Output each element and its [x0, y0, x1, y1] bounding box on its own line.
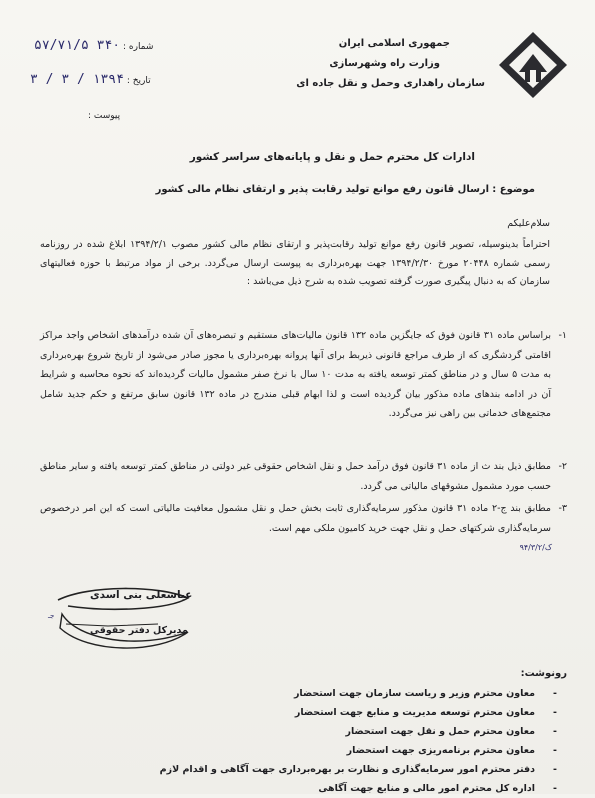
copies-heading: رونوشت:: [520, 668, 567, 679]
letter-number-value: ۳۴۰ ۵۷/۷۱/۵: [34, 38, 121, 53]
letter-date-row: [30, 72, 151, 87]
subject-line: [156, 184, 535, 195]
ministry-line-3: سازمان راهداری وحمل و نقل جاده ای: [296, 78, 485, 89]
signatory-title: مدیرکل دفتر حقوقی: [90, 625, 188, 636]
letter-number-label: شماره :: [122, 42, 154, 52]
letter-date-value: ۱۳۹۴ / ۳ / ۳: [30, 72, 124, 87]
greeting: سلام‌علیکم: [507, 218, 550, 229]
copy-recipient: - معاون محترم حمل و نقل جهت استحضار: [345, 726, 557, 737]
signature-note: جـ: [48, 612, 55, 620]
ministry-line-1: جمهوری اسلامی ایران: [338, 38, 450, 49]
ministry-line-2: وزارت راه وشهرسازی: [329, 58, 440, 69]
copy-recipient: - معاون محترم توسعه مدیریت و منابع جهت استحضار: [294, 707, 557, 718]
letter-date-label: تاریخ :: [126, 76, 151, 86]
copy-recipient: - دفتر محترم امور سرمایه‌گذاری و نظارت بر بهره‌برداری جهت آگاهی و اقدام لازم: [159, 764, 557, 775]
copies-list: [115, 684, 557, 798]
item-text: مطابق بند ج-۲ ماده ۳۱ قانون مذکور سرمایه‌گذاری ثابت بخش حمل و نقل مشمول معافیت مالیاتی است که این امر درخصوص سرمایه‌گذاری شرکتهای حمل و نقل جهت خرید کامیون ملکی مهم است.: [40, 503, 551, 534]
item-number: ۲-: [558, 461, 567, 472]
item-text: براساس ماده ۳۱ قانون فوق که جایگزین ماده ۱۳۲ قانون مالیات‌های مستقیم و تبصره‌های آن شده درآمدهای اشخاص واجد مراکز اقامتی گردشگری که از طرف مراجع قانونی ذیربط برای آنها پروانه بهره‌برداری یا مجوز صادر می‌شود از تاریخ شروع بهره‌برداری به مدت ۵ سال و در مناطق کمتر توسعه یافته به مدت ۱۰ سال با نرخ صفر مشمول مالیات گردیده‌اند که نحوه محاسبه و شرایط آن در ادامه بندهای ماده مذکور بیان گردیده است و لذا ابهام قبلی مندرج در ماده ۱۳۲ قانون سابق مرتفع و حکم جدید شامل مجتمع‌های خدماتی بین راهی نیز می‌گردد.: [40, 330, 552, 419]
copy-recipient: - اداره کل محترم امور مالی و منابع جهت آگاهی: [318, 783, 557, 794]
addressee: ادارات کل محترم حمل و نقل و پایانه‌های سراسر کشور: [189, 151, 475, 163]
intro-paragraph: احتراماً بدینوسیله، تصویر قانون رفع موانع تولید رقابت‌پذیر و ارتقای نظام مالی کشور مصوب ۱۳۹۴/۲/۱ ابلاغ شده در روزنامه رسمی شماره ۲۰۴۴۸ مورخ ۱۳۹۴/۲/۳۰ جهت بهره‌برداری به پیوست ارسال می‌گردد. برخی از مواد مرتبط با حوزه فعالیتهای سازمان که به دنبال پیگیری صورت گرفته تصویب شده به شرح ذیل می‌باشد :: [40, 239, 551, 287]
letter-number-row: [34, 38, 153, 53]
attachment-label: پیوست :: [88, 111, 121, 121]
subject-text: ارسال قانون رفع موانع تولید رقابت پذیر و ارتقای نظام مالی کشور: [155, 184, 490, 195]
copy-recipient: - معاون محترم برنامه‌ریزی جهت استحضار: [346, 745, 557, 756]
handwritten-reference-code: ک/۹۴/۳/۲: [519, 543, 552, 552]
signatory-name: عباسعلی بنی اسدی: [90, 589, 193, 601]
copy-recipient: - معاون محترم وزیر و ریاست سازمان جهت استحضار: [293, 688, 557, 699]
item-number: ۱-: [558, 330, 567, 341]
item-number: ۳-: [558, 503, 567, 514]
organization-logo-icon: [497, 30, 569, 100]
item-text: مطابق ذیل بند ث از ماده ۳۱ قانون فوق درآمد حمل و نقل اشخاص حقوقی غیر دولتی در مناطق کمتر توسعه یافته و سایر مناطق حسب مورد مشمول مشوقهای مالیاتی می گردد.: [40, 461, 552, 492]
subject-label: موضوع :: [492, 184, 535, 195]
